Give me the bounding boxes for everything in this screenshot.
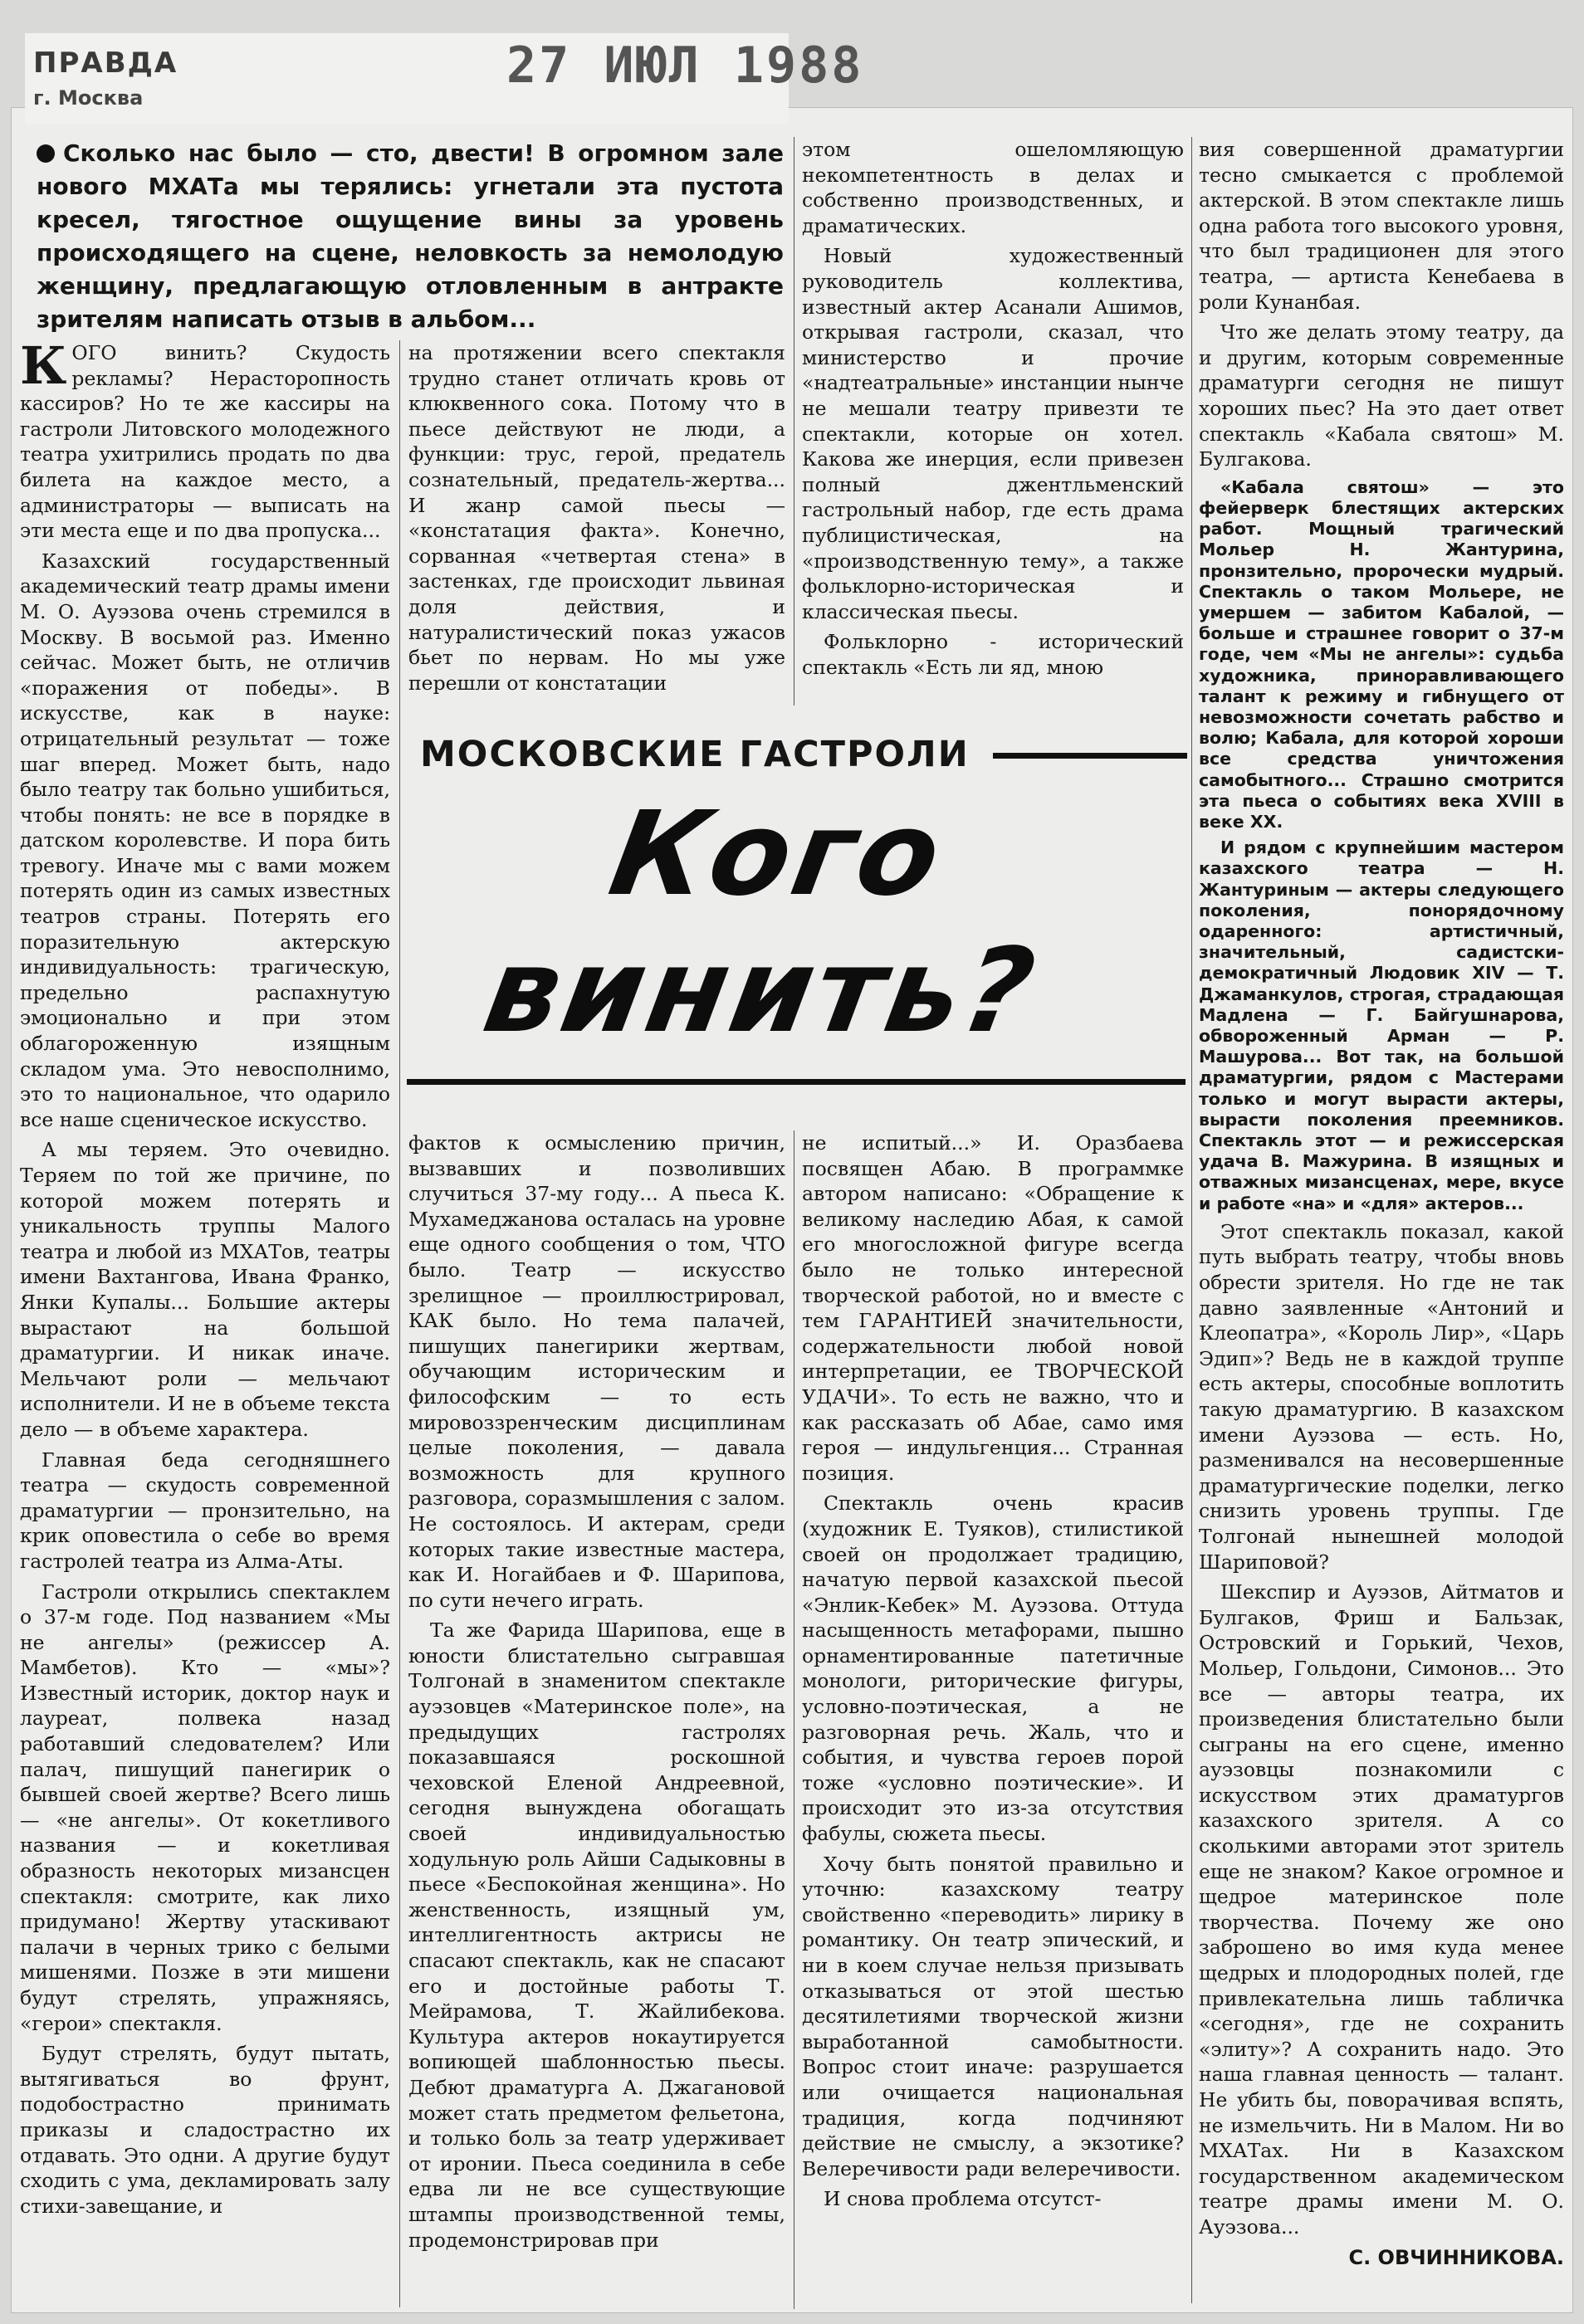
col4-bold-paragraph: «Кабала святош» — это фейерверк блестящих актерских работ. Мощный трагический Мольер Н. Жантурина, пронзительно, пророчески мудрый. Спектакль о таком Мольере, не умершем — забитом Кабалой, — больше и страшнее говорит о 37-м годе, чем «Мы не ангелы»: судьба художника, приноравливающего талант к режиму и гибнущего от невозможности сочетать рабство и волю; Кабала, для которой хороши все средства уничтожения самобытного... Страшно смотрится эта пьеса о событиях века XVIII в веке XX. bbox=[1199, 476, 1564, 832]
col2-paragraph: на протяжении всего спектакля трудно станет отличать кровь от клюквенного сока. Потому что в пьесе действуют не люди, а функции: трус, герой, предатель сознательный, предатель-жертва... И жанр самой пьесы — «констатация факта». Конечно, сорванная «четвертая стена» в застенках, где происходит львиная доля действия, и натуралистический показ ужасов бьет по нервам. Но мы уже перешли от констатации bbox=[408, 341, 785, 695]
col3-paragraph: Фольклорно - исторический спектакль «Есть ли яд, мною bbox=[802, 630, 1184, 679]
lead-paragraph bbox=[37, 137, 784, 336]
col3-paragraph: Спектакль очень красив (художник Е. Туяков), стилистикой своей он продолжает традицию, начатую первой казахской пьесой «Энлик-Кебек» М. Ауэзова. Оттуда насыщенность метафорами, пышно орнаментированные патетичные монологи, риторические фигуры, условно-поэтическая, а не разговорная речь. Жаль, что и события, и чувства героев порой тоже «условно поэтические». И происходит это из-за отсутствия фабулы, сюжета пьесы. bbox=[802, 1492, 1184, 1846]
column-3-bottom bbox=[802, 1130, 1184, 2309]
col1-paragraph: Гастроли открылись спектаклем о 37-м годе. Под названием «Мы не ангелы» (режиссер А. Мамбетов). Кто — «мы»? Известный историк, доктор наук и лауреат, полвека назад работавший следователем? Или палач, пишущий панегирик о бывшей своей жертве? Всего лишь — «не ангелы». От кокетливого названия — и кокетливая образность некоторых мизансцен спектакля: смотрите, как лихо придумано! Жертву утаскивают палачи в черных трико с белыми мишенями. Позже в эти мишени будут стрелять, упражняясь, «герои» спектакля. bbox=[20, 1579, 390, 2035]
date-stamp: 27 ИЮЛ 1988 bbox=[506, 37, 864, 95]
col4-paragraph: вия совершенной драматургии тесно смыкается с проблемой актерской. В этом спектакле лишь одна работа того высокого уровня, что был традиционен для этого театра, — артиста Кенебаева в роли Кунанбая. bbox=[1199, 138, 1564, 314]
col3-paragraph: И снова проблема отсутст- bbox=[824, 2187, 1102, 2211]
col2-paragraph: фактов к осмыслению причин, вызвавших и позволивших случиться 37-му году... А пьеса К. Мухамеджанова осталась на уровне еще одного сообщения о том, ЧТО было. Театр — искусство зрелищное — проиллюстрировал, КАК было. Но тема палачей, пишущих панегирики жертвам, обучающим историческим и философским — то есть мировоззренческим дисциплинам целые поколения, — давала возможность для крупного разговора, соразмышления с залом. Не состоялось. И актерам, среди которых такие известные мастера, как И. Ногайбаев и Ф. Шарипова, по сути нечего играть. bbox=[408, 1131, 785, 1612]
col1-paragraph: Казахский государственный академический театр драмы имени М. О. Ауэзова очень стремился в Москву. В восьмой раз. Именно сейчас. Может быть, не отличив «поражения от победы». В искусстве, как в науке: отрицательный результат — тоже шаг вперед. Может быть, надо было театру так больно ушибиться, чтобы понять: не все в порядке в датском королевстве. И пора бить тревогу. Иначе мы с вами можем потерять один из самых известных театров страны. Потерять его поразительную актерскую индивидуальность: трагическую, предельно распахнутую эмоционально и при этом облагороженную изящным складом ума. Это невосполнимо, это то национальное, что одарило все наше сценическое искусство. bbox=[20, 549, 390, 1131]
lead-text: Сколько нас было — сто, двести! В огромном зале нового МХАТа мы терялись: угнетали эта пустота кресел, тягостное ощущение вины за уровень происходящего на сцене, неловкость за немолодую женщину, предлагающую отловленным в антракте зрителям написать отзыв в альбом... bbox=[37, 139, 784, 333]
city-label: г. Москва bbox=[33, 86, 144, 110]
col4-paragraph: Шекспир и Ауэзов, Айтматов и Булгаков, Фриш и Бальзак, Островский и Горький, Чехов, Мольер, Гольдони, Симонов... Это все — авторы театра, их произведения блистательно были сыграны на его сцене, именно ауэзовцы познакомили с искусством этих драматургов казахского зрителя. А со сколькими авторами этот зритель еще не знаком? Какое огромное и щедрое материнское поле творчества. Почему же оно заброшено во имя куда менее щедрых и плодородных полей, где привлекательна лишь табличка «сегодня», где не сохранить «элиту»? А сохранить надо. Это наша главная ценность — талант. Не убить бы, поворачивая вспять, не измельчить. Ни в Малом. Ни во МХАТах. Ни в Казахском государственном академическом театре драмы имени М. О. Ауэзова... bbox=[1199, 1580, 1564, 2239]
drop-cap: К bbox=[20, 340, 67, 396]
column-1 bbox=[20, 340, 390, 2307]
col3-paragraph: не испитый...» И. Оразбаева посвящен Абаю. В программке автором написано: «Обращение к великому наследию Абая, к самой его многосложной фигуре всегда было не только интересной творческой работой, но и вместе с тем ГАРАНТИЕЙ значительности, содержательности любой новой интерпретации, ее ТВОРЧЕСКОЙ УДАЧИ». То есть не важно, что и как рассказать об Абае, само имя героя — индульгенция... Странная позиция. bbox=[802, 1131, 1184, 1485]
col1-paragraph: Будут стрелять, будут пытать, вытягиваться во фрунт, подобострастно принимать приказы и сладострастно их отдавать. Это одни. А другие будут сходить с ума, декламировать залу стихи-завещание, и bbox=[20, 2042, 390, 2218]
col3-paragraph: Новый художественный руководитель коллектива, известный актер Асанали Ашимов, открывая гастроли, сказал, что министерство и прочие «надтеатральные» инстанции нынче не мешали театру привезти те спектакли, которые он хотел. Какова же инерция, если привезен полный джентльменский гастрольный набор, где есть драма публицистическая, на «производственную тему», а также фольклорно-историческая и классическая пьесы. bbox=[802, 244, 1184, 623]
column-2-bottom bbox=[408, 1130, 785, 2309]
column-4 bbox=[1199, 137, 1564, 2303]
bullet-icon bbox=[37, 144, 55, 163]
col2-paragraph: Та же Фарида Шарипова, еще в юности блистательно сыгравшая Толгонай в знаменитом спектакле ауэзовцев «Материнское поле», на предыдущих гастролях показавшаяся роскошной чеховской Еленой Андреевной, сегодня вынуждена обогащать своей индивидуальностью ходульную роль Айши Садыковны в пьесе «Беспокойная женщина». Но женственность, изящный ум, интеллигентность актрисы не спасают спектакль, как не спасают его и достойные работы Т. Мейрамова, Т. Жайлибекова. Культура актеров нокаутируется вопиющей шаблонностью пьесы. Дебют драматурга А. Джагановой может стать предметом фельетона, и только боль за театр удерживает от иронии. Пьеса соединила в себе едва ли не все существующие штампы производственной темы, продемонстрировав при bbox=[408, 1618, 785, 2252]
col4-paragraph: Что же делать этому театру, да и другим, которым современные драматурги сегодня не пишут хороших пьес? На это дает ответ спектакль «Кабала святош» М. Булгакова. bbox=[1199, 320, 1564, 471]
col3-paragraph: этом ошеломляющую некомпетентность в делах и собственно производственных, и драматических. bbox=[802, 138, 1184, 237]
rubric-rule bbox=[993, 753, 1187, 759]
headline-line-2: винить? bbox=[474, 924, 1047, 1059]
author-signature: С. ОВЧИННИКОВА. bbox=[1348, 2245, 1564, 2269]
rubric-title: МОСКОВСКИЕ ГАСТРОЛИ bbox=[420, 734, 970, 775]
headline-line-1: Кого bbox=[600, 787, 954, 922]
col1-paragraph: ОГО винить? Скудость рекламы? Нерасторопность кассиров? Но те же кассиры на гастроли Литовского молодежного театра ухитрились продать по два билета на каждое место, а администраторы — выписать на эти места еще и по два пропуска... bbox=[20, 341, 390, 543]
col1-paragraph: Главная беда сегодняшнего театра — скудость современной драматургии — пронзительно, на крик оповестила о себе во время гастролей театра из Алма-Аты. bbox=[20, 1448, 390, 1573]
column-2-top bbox=[408, 340, 785, 706]
newspaper-name: ПРАВДА bbox=[33, 46, 178, 80]
column-3-top bbox=[802, 137, 1184, 706]
column-divider bbox=[399, 340, 400, 2307]
col4-paragraph: Этот спектакль показал, какой путь выбрать театру, чтобы вновь обрести зрителя. Но где не так давно заявленные «Антоний и Клеопатра», «Король Лир», «Царь Эдип»? Ведь не в каждой труппе есть актеры, способные воплотить такую драматургию. В казахском имени Ауэзова — есть. Но, разменивался на несовершенные драматургические поделки, легко снизить уровень труппы. Где Толгонай нынешней молодой Шариповой? bbox=[1199, 1219, 1564, 1574]
col3-paragraph: Хочу быть понятой правильно и уточню: казахскому театру свойственно «переводить» лирику в романтику. Он театр эпический, и ни в коем случае нельзя призывать отказываться от этой шестью десятилетиями творческой жизни выработанной самобытности. Вопрос стоит иначе: разрушается или очищается национальная традиция, когда подчиняют действие не смыслу, а экзотике? Велеречивости ради велеречивости. bbox=[802, 1852, 1184, 2180]
column-divider bbox=[1191, 137, 1192, 2303]
col4-bold-paragraph: И рядом с крупнейшим мастером казахского театра — Н. Жантуриным — актеры следующего поколения, понорядочному одаренного: артистичный, значительный, садистски-демократичный Людовик XIV — Т. Джаманкулов, строгая, страдающая Мадлена — Г. Байгушнарова, обвороженный Арман — Р. Машурова... Вот так, на большой драматургии, рядом с Мастерами только и могут вырасти актеры, вырасти поколения преемников. Спектакль этот — и режиссерская удача В. Мажурина. В изящных и отважных мизансценах, мере, вкусе и работе «на» и «для» актеров... bbox=[1199, 837, 1564, 1213]
headline-rule bbox=[407, 1079, 1186, 1085]
col1-paragraph: А мы теряем. Это очевидно. Теряем по той же причине, по которой можем потерять и уникальность труппы Малого театра и любой из МХАТов, театры имени Вахтангова, Ивана Франко, Янки Купалы... Большие актеры вырастают на большой драматургии. И никак иначе. Мельчают роли — мельчают исполнители. И не в объеме текста дело — в объеме характера. bbox=[20, 1138, 390, 1441]
